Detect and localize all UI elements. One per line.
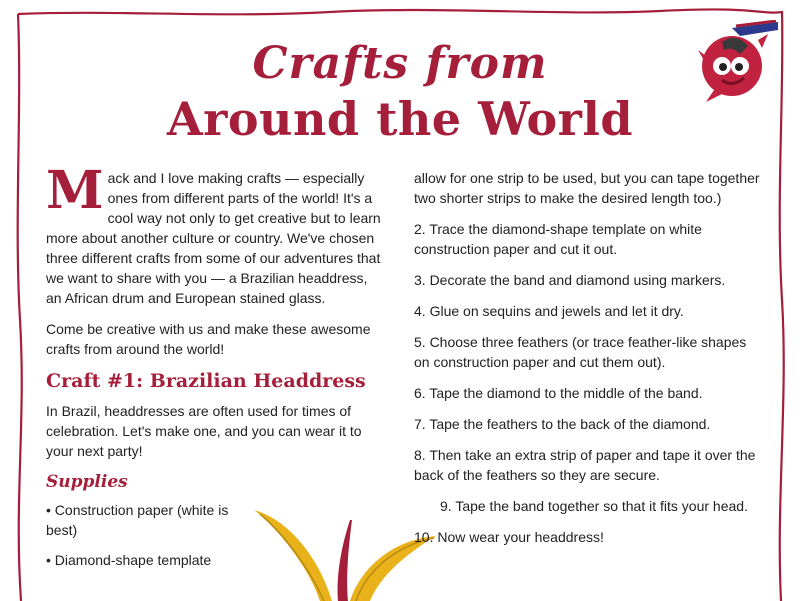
- step-item: 4. Glue on sequins and jewels and let it dry.: [414, 303, 684, 319]
- supply-item: • Construction paper (white is best): [46, 502, 229, 538]
- craft1-description: In Brazil, headdresses are often used for times of celebration. Let's make one, and you can wear it to your next party!: [46, 403, 362, 459]
- step-item: 9. Tape the band together so that it fits your head.: [440, 498, 748, 514]
- right-column: [414, 168, 764, 558]
- step-continuation: allow for one strip to be used, but you can tape together two shorter strips to make the desired length too.): [414, 170, 760, 206]
- step-item: 6. Tape the diamond to the middle of the band.: [414, 385, 703, 401]
- craft1-heading: Craft #1: Brazilian Headdress: [46, 370, 366, 392]
- step-item: 7. Tape the feathers to the back of the diamond.: [414, 416, 711, 432]
- step-item: 5. Choose three feathers (or trace feather-like shapes on construction paper and cut them out).: [414, 334, 747, 370]
- supplies-heading: Supplies: [46, 472, 128, 492]
- red-mascot-icon: [692, 20, 782, 110]
- step-item: 3. Decorate the band and diamond using markers.: [414, 272, 726, 288]
- step-item: 10. Now wear your headdress!: [414, 529, 604, 545]
- step-item: 2. Trace the diamond-shape template on white construction paper and cut it out.: [414, 221, 702, 257]
- intro-text: ack and I love making crafts — especially ones from different parts of the world! It's a cool way not only to get creative but to learn more about another culture or country. We've chosen three different crafts from some of our adventures that we want to share with you — a Brazilian headdress, an African drum and European stained glass.: [46, 170, 381, 306]
- drop-cap: M: [46, 160, 104, 221]
- step-item: 8. Then take an extra strip of paper and tape it over the back of the feathers so they are secure.: [414, 447, 756, 483]
- intro-paragraph-2: Come be creative with us and make these awesome crafts from around the world!: [46, 321, 371, 357]
- supply-item: • Diamond-shape template: [46, 552, 212, 568]
- title-script: Crafts from: [252, 38, 548, 89]
- intro-paragraph: [46, 160, 386, 308]
- page-title: Around the World: [166, 92, 634, 146]
